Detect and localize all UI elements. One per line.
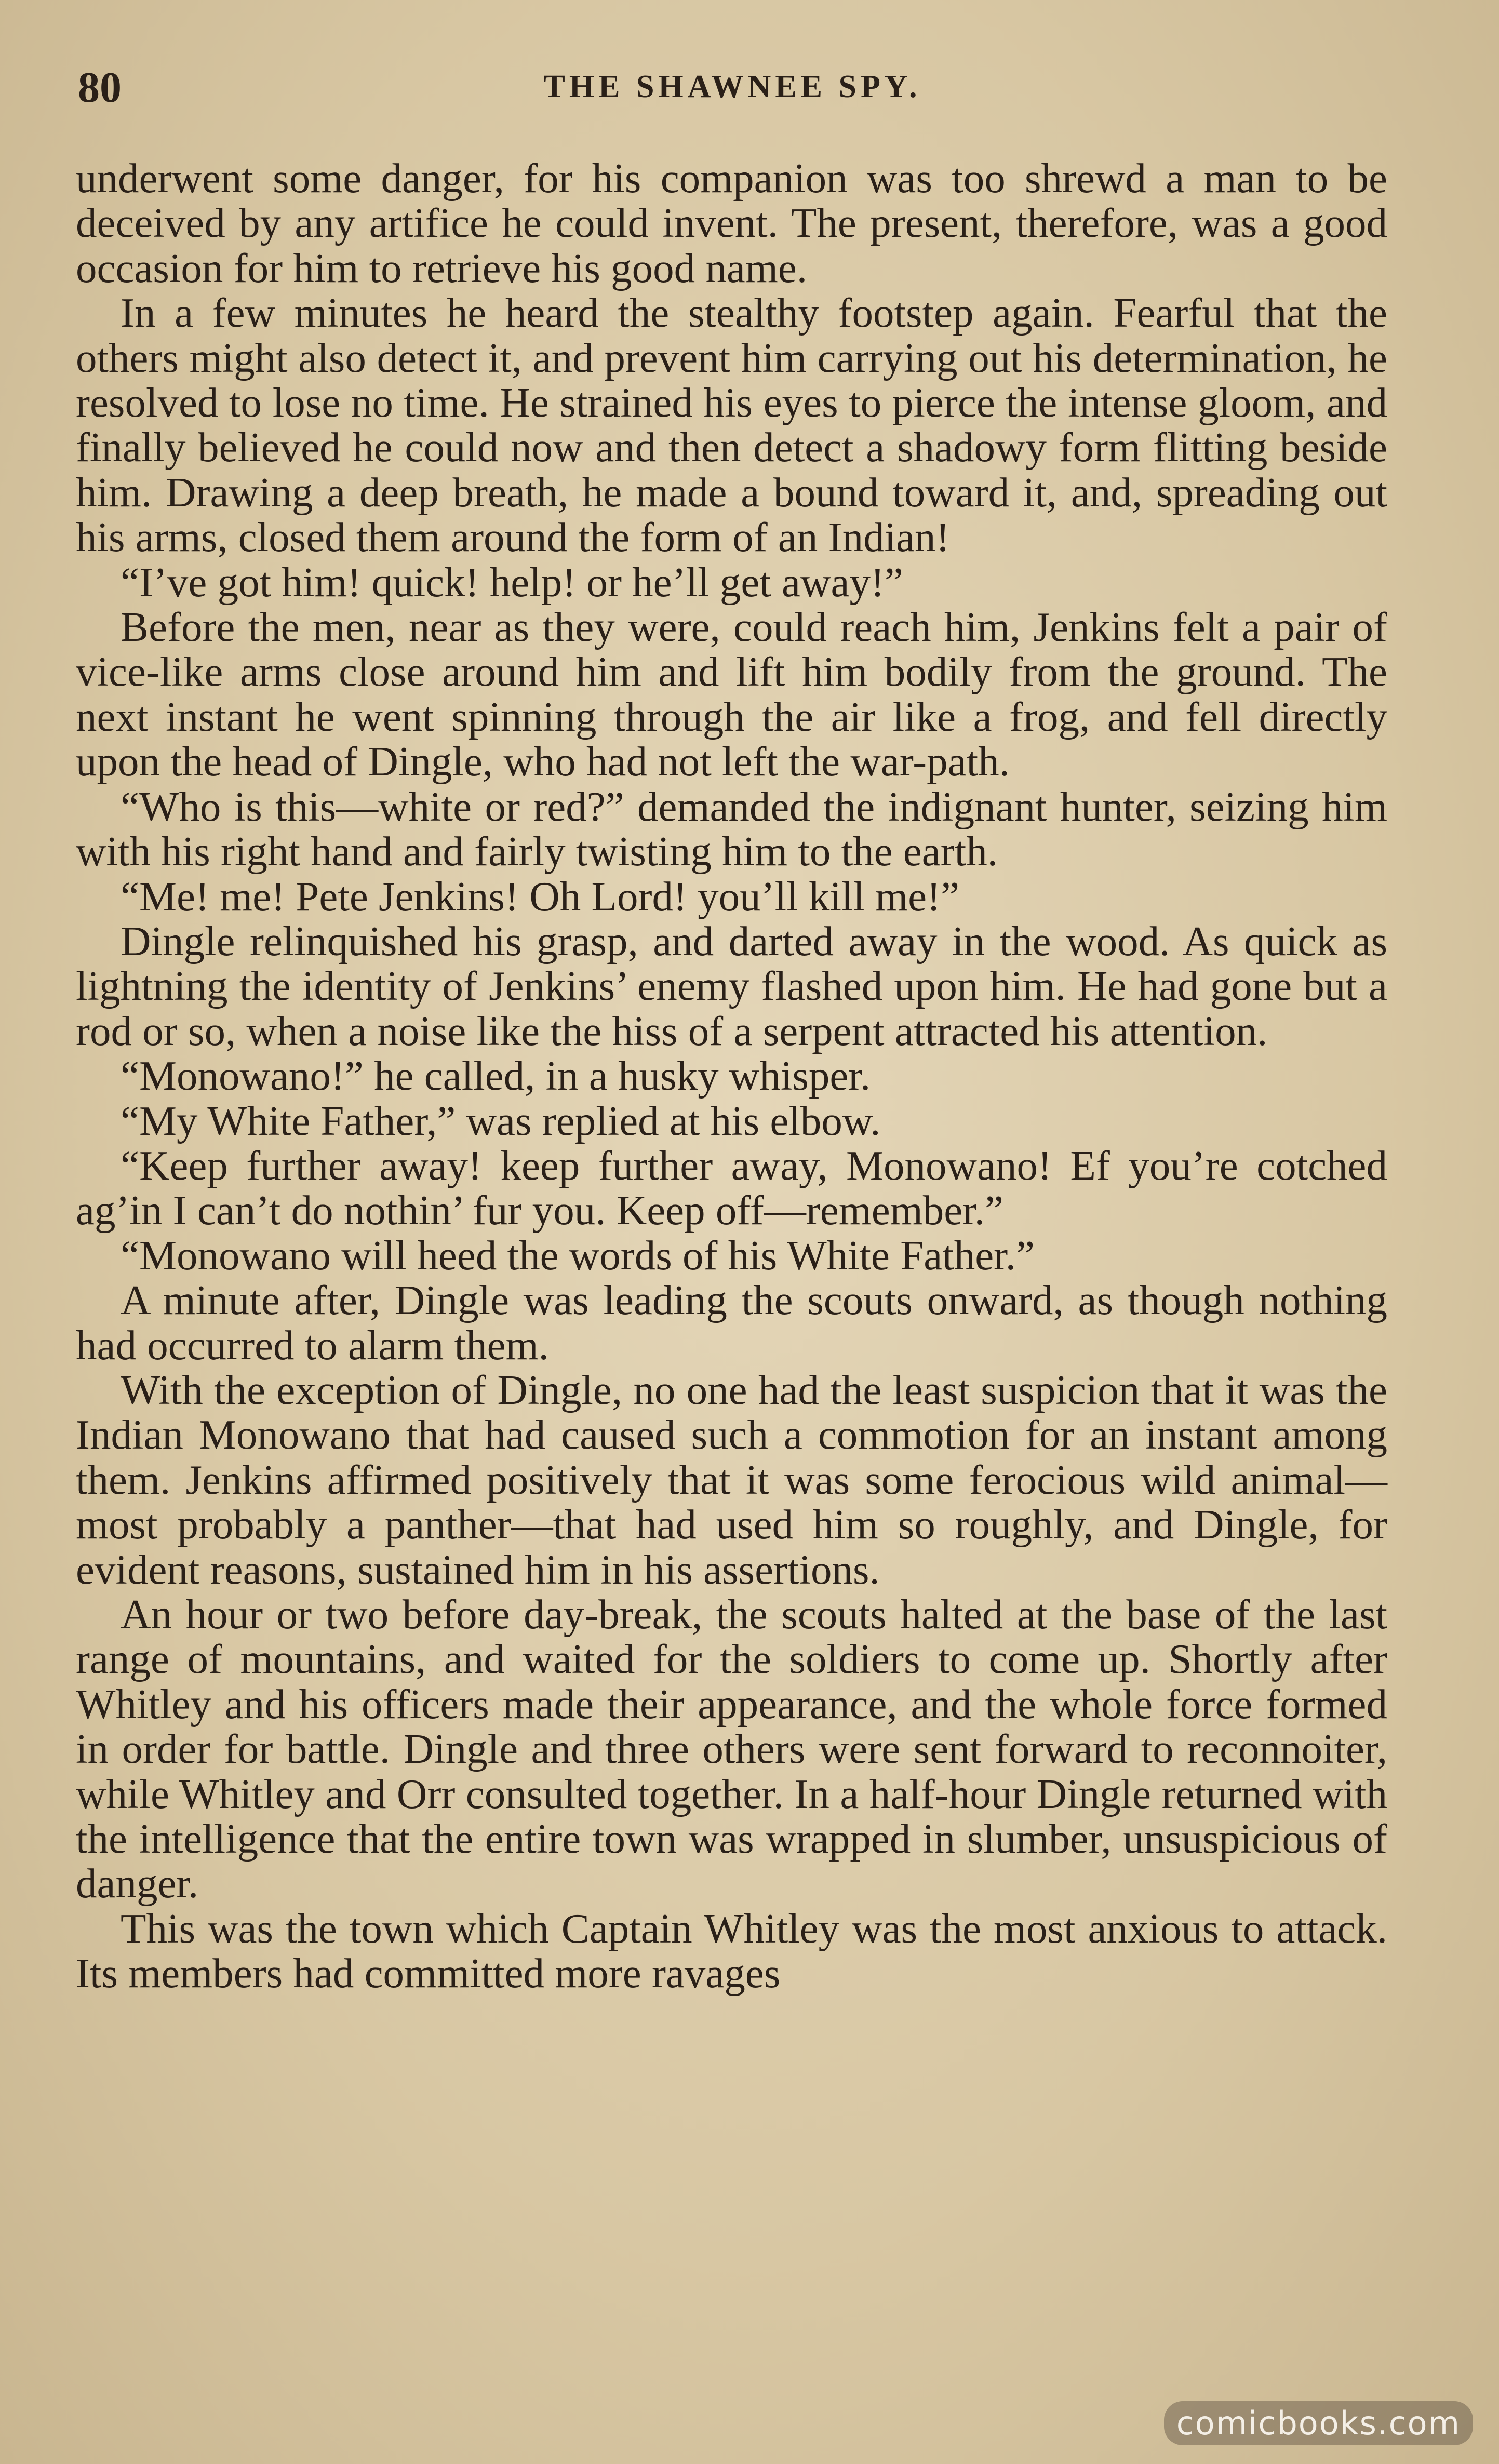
paragraph: “Keep further away! keep further away, Monowano! Ef you’re cotched ag’in I can’t do nothin’ fur you. Keep off—remember.” xyxy=(76,1142,1387,1234)
paragraph: Dingle relinquished his grasp, and darted away in the wood. As quick as lightning the identity of Jenkins’ enemy flashed upon him. He had gone but a rod or so, when a noise like the hiss of a serpent attracted his attention. xyxy=(76,917,1387,1054)
running-title: THE SHAWNEE SPY. xyxy=(543,69,921,104)
paragraph: “Monowano!” he called, in a husky whisper. xyxy=(121,1052,871,1100)
body-text xyxy=(76,156,1387,1996)
paragraph: An hour or two before day-break, the scouts halted at the base of the last range of mountains, and waited for the soldiers to come up. Shortly after Whitley and his officers made their appearance, and the whole force formed in order for battle. Dingle and three others were sent forward to reconnoiter, while Whitley and Orr consulted together. In a half-hour Dingle returned with the intelligence that the entire town was wrapped in slumber, unsuspicious of danger. xyxy=(76,1591,1387,1907)
paragraph: This was the town which Captain Whitley was the most anxious to attack. Its members had committed more ravages xyxy=(76,1905,1387,1997)
paragraph: In a few minutes he heard the stealthy footstep again. Fearful that the others might also detect it, and prevent him carrying out his determination, he resolved to lose no time. He strained his eyes to pierce the intense gloom, and finally believed he could now and then detect a shadowy form flitting beside him. Drawing a deep breath, he made a bound toward it, and, spreading out his arms, closed them around the form of an Indian! xyxy=(76,289,1387,561)
paragraph: Before the men, near as they were, could reach him, Jenkins felt a pair of vice-like arms close around him and lift him bodily from the ground. The next instant he went spinning through the air like a frog, and fell directly upon the head of Dingle, who had not left the war-path. xyxy=(76,604,1387,785)
watermark: comicbooks.com xyxy=(1164,2401,1473,2445)
paragraph: A minute after, Dingle was leading the scouts onward, as though nothing had occurred to alarm them. xyxy=(76,1277,1387,1369)
paragraph: “Me! me! Pete Jenkins! Oh Lord! you’ll kill me!” xyxy=(121,873,960,920)
paragraph: “Monowano will heed the words of his White Father.” xyxy=(121,1231,1035,1279)
paragraph: With the exception of Dingle, no one had the least suspicion that it was the Indian Monowano that had caused such a commotion for an instant among them. Jenkins affirmed positively that it was some ferocious wild animal—most probably a panther—that had used him so roughly, and Dingle, for evident reasons, sustained him in his assertions. xyxy=(76,1366,1387,1593)
paragraph: “My White Father,” was replied at his elbow. xyxy=(121,1097,881,1144)
page-header xyxy=(78,62,1387,119)
paragraph: “I’ve got him! quick! help! or he’ll get away!” xyxy=(121,558,903,606)
paragraph: “Who is this—white or red?” demanded the indignant hunter, seizing him with his right hand and fairly twisting him to the earth. xyxy=(76,783,1387,875)
paragraph: underwent some danger, for his companion was too shrewd a man to be deceived by any artifice he could invent. The present, therefore, was a good occasion for him to retrieve his good name. xyxy=(76,155,1387,291)
page-number: 80 xyxy=(78,63,122,112)
